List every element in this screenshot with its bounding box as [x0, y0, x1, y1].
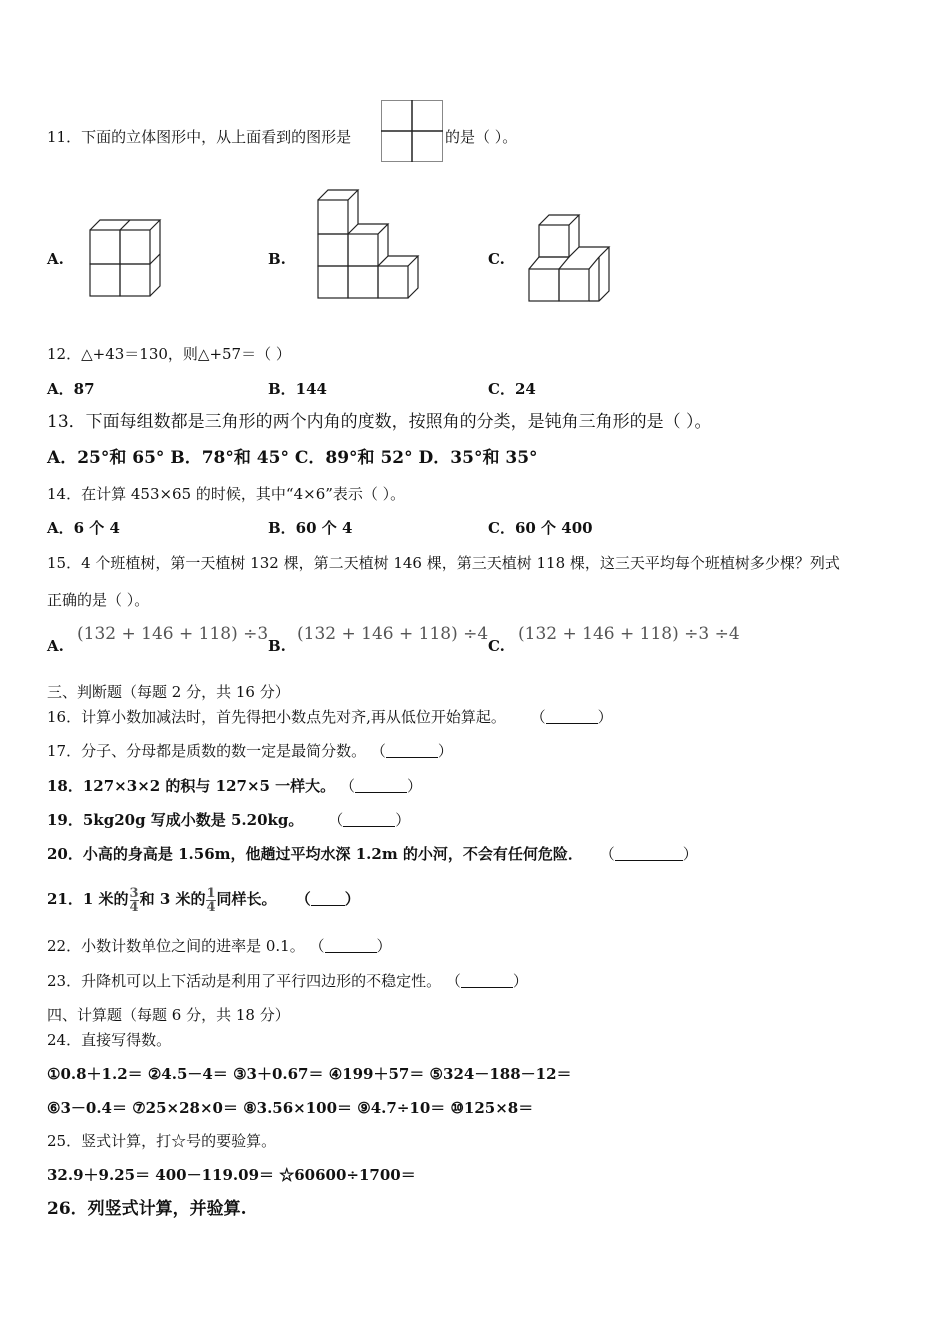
q21-fraction-2: $\frac{1}{4}$ — [206, 885, 216, 915]
q22-answer-blank[interactable]: （ ） — [309, 937, 392, 955]
q21-text-c: 同样长。 — [216, 890, 277, 908]
q21-answer-blank[interactable]: （ ） — [295, 890, 360, 908]
q17-text: 17．分子、分母都是质数的数一定是最简分数。 — [47, 742, 367, 760]
q11-option-b-label: B. — [268, 250, 286, 268]
q20-text: 20．小高的身高是 1.56m，他趟过平均水深 1.2m 的小河，不会有任何危险． — [47, 845, 583, 863]
q21-text-b: 和 3 米的 — [139, 890, 206, 908]
q11-option-c-label: C. — [488, 250, 505, 268]
q15-option-a-label: A. — [47, 637, 64, 655]
q11-suffix: 的是（ ）。 — [445, 128, 518, 146]
q20-line — [47, 844, 698, 864]
section-3-heading: 三、判断题（每题 2 分，共 16 分） — [47, 683, 290, 701]
q23-text: 23．升降机可以上下活动是利用了平行四边形的不稳定性。 — [47, 972, 442, 990]
q15-option-c-expression: (132 + 146 + 118) ÷3 ÷4 — [518, 624, 740, 644]
q16-text: 16．计算小数加减法时，首先得把小数点先对齐,再从低位开始算起。 — [47, 708, 506, 726]
q11-option-c-figure — [527, 213, 613, 303]
q18-answer-blank[interactable]: （ ） — [339, 777, 422, 795]
q14-stem: 14．在计算 453×65 的时候，其中“4×6”表示（ ）。 — [47, 485, 406, 503]
q12-option-b: B．144 — [268, 380, 327, 398]
q18-line — [47, 776, 422, 796]
q26-title: 26．列竖式计算，并验算. — [47, 1199, 247, 1219]
q19-line — [47, 810, 410, 830]
q15-option-a-expression: (132 + 146 + 118) ÷3 — [77, 624, 269, 644]
q17-line — [47, 741, 453, 761]
q11-line — [47, 127, 351, 147]
q23-line — [47, 971, 528, 991]
q11-option-a-figure — [88, 218, 168, 300]
q11-prefix: 11．下面的立体图形中，从上面看到的图形是 — [47, 128, 352, 146]
q24-row-2: ⑥3－0.4＝ ⑦25×28×0＝ ⑧3.56×100＝ ⑨4.7÷10＝ ⑩125×8＝ — [47, 1099, 534, 1117]
q15-option-b-label: B. — [268, 637, 286, 655]
q14-option-b: B．60 个 4 — [268, 519, 353, 537]
q21-text-a: 21．1 米的 — [47, 890, 129, 908]
q11-option-b-figure — [316, 188, 426, 300]
q25-title: 25．竖式计算，打☆号的要验算。 — [47, 1132, 277, 1150]
q19-answer-blank[interactable]: （ ） — [328, 811, 411, 829]
q25-row: 32.9＋9.25＝ 400－119.09＝ ☆60600÷1700＝ — [47, 1166, 416, 1184]
q24-row-1: ①0.8＋1.2＝ ②4.5－4＝ ③3＋0.67＝ ④199＋57＝ ⑤324－188－12＝ — [47, 1065, 572, 1083]
q17-answer-blank[interactable]: （ ） — [370, 742, 453, 760]
q11-option-a-label: A. — [47, 250, 64, 268]
q16-answer-blank[interactable]: （ ） — [530, 708, 613, 726]
q23-answer-blank[interactable]: （ ） — [445, 972, 528, 990]
q12-stem: 12．△+43＝130，则△+57＝（ ） — [47, 345, 291, 363]
q12-option-c: C．24 — [488, 380, 536, 398]
q21-line — [47, 882, 360, 916]
q14-option-a: A．6 个 4 — [47, 519, 120, 537]
q16-line — [47, 707, 613, 727]
section-4-heading: 四、计算题（每题 6 分，共 18 分） — [47, 1006, 290, 1024]
q13-options: A．25°和 65° B．78°和 45° C．89°和 52° D．35°和 35° — [47, 448, 538, 468]
q15-stem-line1: 15．4 个班植树，第一天植树 132 棵，第二天植树 146 棵，第三天植树 118 棵，这三天平均每个班植树多少棵？列式 — [47, 554, 840, 572]
q13-stem: 13．下面每组数都是三角形的两个内角的度数，按照角的分类，是钝角三角形的是（ ）。 — [47, 412, 712, 432]
q20-answer-blank[interactable]: （ ） — [599, 845, 698, 863]
q14-option-c: C．60 个 400 — [488, 519, 593, 537]
q18-text: 18．127×3×2 的积与 127×5 一样大。 — [47, 777, 336, 795]
q19-text: 19．5kg20g 写成小数是 5.20kg。 — [47, 811, 304, 829]
q15-option-b-expression: (132 + 146 + 118) ÷4 — [297, 624, 489, 644]
q24-title: 24．直接写得数。 — [47, 1031, 172, 1049]
top-view-grid-figure — [381, 100, 443, 162]
q15-option-c-label: C. — [488, 637, 505, 655]
q22-text: 22．小数计数单位之间的进率是 0.1。 — [47, 937, 305, 955]
q22-line — [47, 936, 392, 956]
q21-fraction-1: $\frac{3}{4}$ — [129, 885, 139, 915]
q12-option-a: A．87 — [47, 380, 95, 398]
q15-stem-line2: 正确的是（ ）。 — [47, 591, 150, 609]
